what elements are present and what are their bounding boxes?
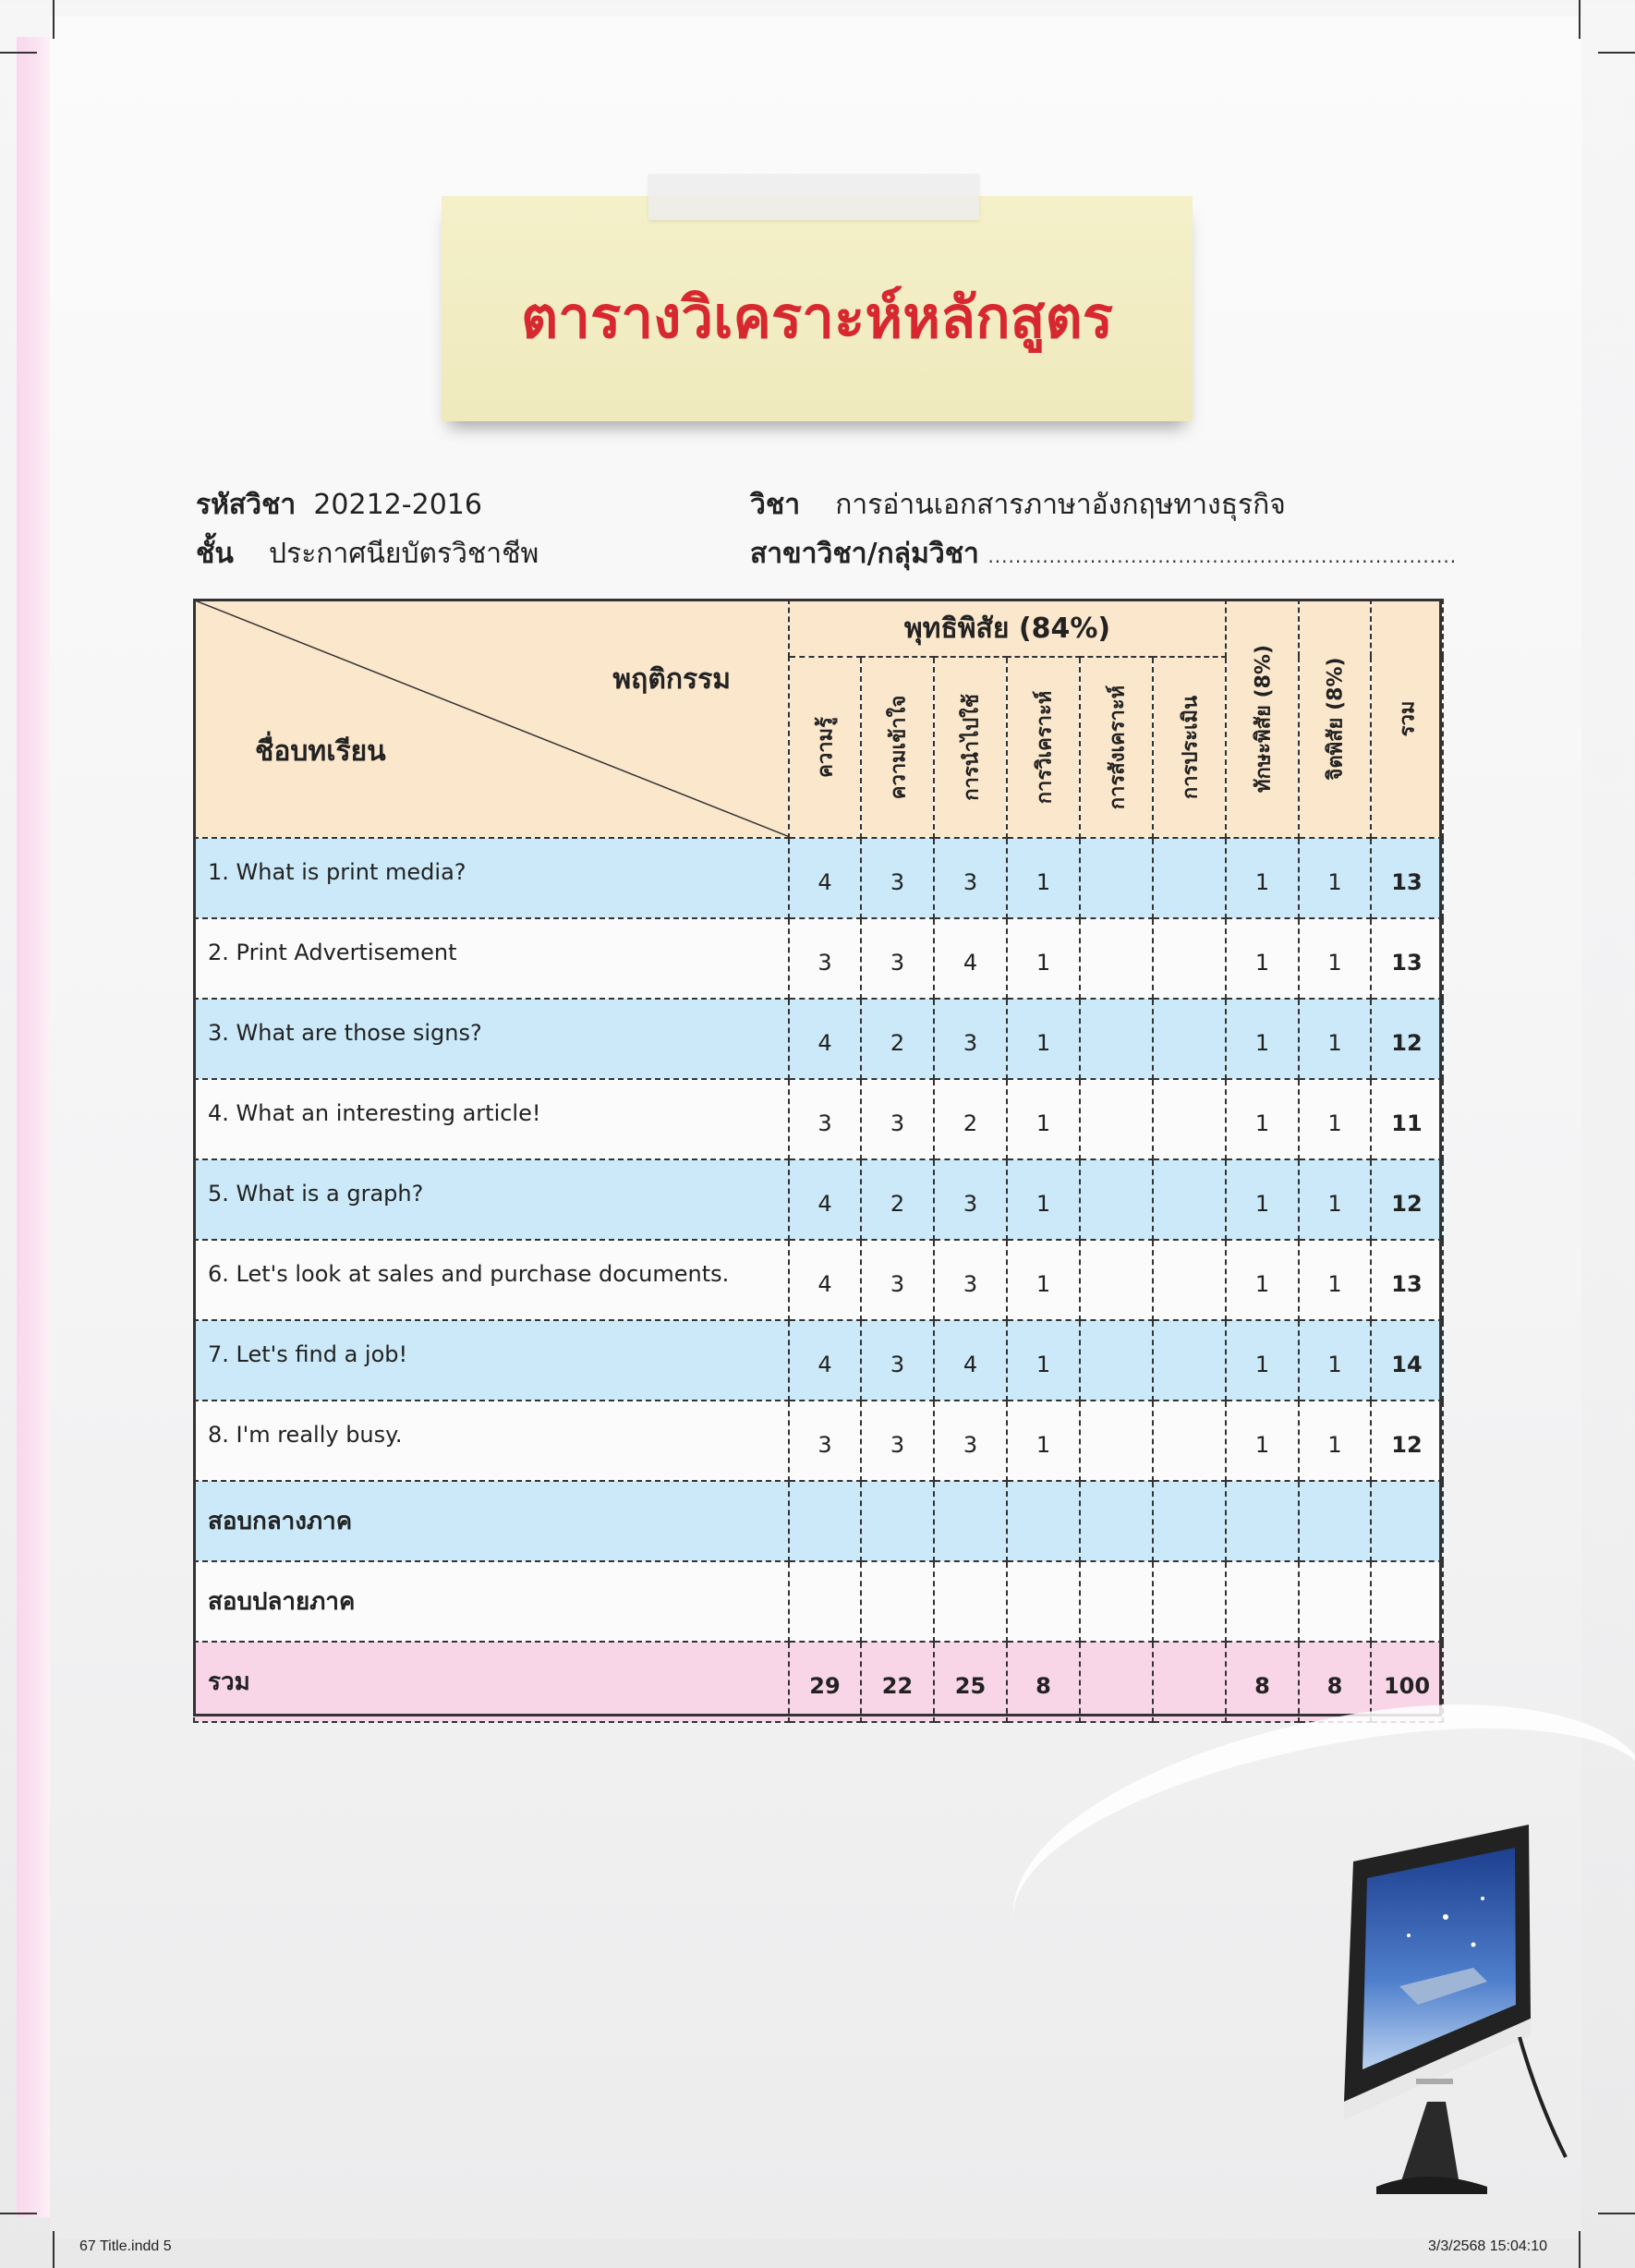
- cell-knowledge: 4: [789, 1320, 861, 1401]
- table-row: [194, 838, 1443, 918]
- lesson-name: 2. Print Advertisement: [194, 918, 789, 999]
- crop-mark: [1598, 2213, 1635, 2214]
- cell-synthesis: [1080, 1240, 1153, 1320]
- cell-affective: [1299, 1481, 1371, 1561]
- cell-affective: 1: [1299, 1240, 1371, 1320]
- lesson-name: 7. Let's find a job!: [194, 1320, 789, 1401]
- cell-evaluation: [1153, 1642, 1226, 1722]
- cell-application: 3: [934, 999, 1007, 1079]
- cell-analysis: 1: [1007, 918, 1080, 999]
- title-note: [442, 196, 1193, 421]
- cell-comprehension: 3: [861, 838, 934, 918]
- cognitive-group-header: พุทธิพิสัย (84%): [789, 600, 1226, 657]
- cell-affective: [1299, 1561, 1371, 1642]
- crop-mark: [0, 52, 37, 54]
- cell-total: [1371, 1481, 1443, 1561]
- col-header-affective: จิตพิสัย (8%): [1299, 600, 1371, 838]
- cell-application: 2: [934, 1079, 1007, 1159]
- cell-evaluation: [1153, 918, 1226, 999]
- cell-comprehension: 3: [861, 1320, 934, 1401]
- col-header-knowledge: ความรู้: [789, 657, 861, 838]
- cell-total: 13: [1371, 838, 1443, 918]
- table-row: [194, 999, 1443, 1079]
- diagonal-line: [195, 600, 790, 837]
- cell-evaluation: [1153, 1320, 1226, 1401]
- cell-evaluation: [1153, 1240, 1226, 1320]
- subject-value: การอ่านเอกสารภาษาอังกฤษทางธุรกิจ: [835, 489, 1286, 521]
- cell-comprehension: 2: [861, 1159, 934, 1240]
- cell-knowledge: 4: [789, 1159, 861, 1240]
- lesson-name: 5. What is a graph?: [194, 1159, 789, 1240]
- cell-synthesis: [1080, 838, 1153, 918]
- lesson-name: 6. Let's look at sales and purchase documents.: [194, 1240, 789, 1320]
- cell-affective: 1: [1299, 1079, 1371, 1159]
- branch-line: [750, 532, 1457, 576]
- col-header-analysis: การวิเคราะห์: [1007, 657, 1080, 838]
- cell-application: 25: [934, 1642, 1007, 1722]
- level-label: ชั้น: [196, 538, 234, 570]
- cell-analysis: 1: [1007, 1240, 1080, 1320]
- cell-synthesis: [1080, 1481, 1153, 1561]
- pink-side-strip: [17, 37, 50, 2217]
- cell-synthesis: [1080, 918, 1153, 999]
- cell-synthesis: [1080, 1159, 1153, 1240]
- cell-comprehension: 3: [861, 1401, 934, 1481]
- col-header-application: การนำไปใช้: [934, 657, 1007, 838]
- lesson-name: 3. What are those signs?: [194, 999, 789, 1079]
- cell-synthesis: [1080, 1320, 1153, 1401]
- cell-total: 12: [1371, 999, 1443, 1079]
- cell-affective: 1: [1299, 999, 1371, 1079]
- table-row: [194, 1320, 1443, 1401]
- corner-behavior-label: พฤติกรรม: [612, 663, 731, 696]
- final-label: สอบปลายภาค: [194, 1561, 789, 1642]
- cell-psychomotor: 1: [1226, 1240, 1299, 1320]
- monitor-illustration: [1289, 1825, 1570, 2213]
- cell-psychomotor: 1: [1226, 999, 1299, 1079]
- col-header-synthesis: การสังเคราะห์: [1080, 657, 1153, 838]
- col-header-evaluation: การประเมิน: [1153, 657, 1226, 838]
- cell-comprehension: [861, 1561, 934, 1642]
- level-value: ประกาศนียบัตรวิชาชีพ: [269, 538, 539, 570]
- cell-synthesis: [1080, 1401, 1153, 1481]
- table-row: [194, 918, 1443, 999]
- cell-knowledge: [789, 1481, 861, 1561]
- corner-header-cell: [194, 600, 789, 838]
- course-code-value: 20212-2016: [313, 489, 482, 521]
- cell-affective: 1: [1299, 1401, 1371, 1481]
- monitor-icon: [1289, 1825, 1570, 2213]
- cell-total: 12: [1371, 1401, 1443, 1481]
- cell-total: 13: [1371, 918, 1443, 999]
- subject-label: วิชา: [750, 489, 801, 521]
- cell-analysis: 1: [1007, 1320, 1080, 1401]
- cell-affective: 1: [1299, 1320, 1371, 1401]
- cell-analysis: [1007, 1481, 1080, 1561]
- cell-application: 4: [934, 918, 1007, 999]
- cell-psychomotor: [1226, 1481, 1299, 1561]
- cell-psychomotor: 1: [1226, 1079, 1299, 1159]
- cell-knowledge: 3: [789, 1079, 861, 1159]
- lesson-name: 4. What an interesting article!: [194, 1079, 789, 1159]
- col-header-psychomotor: ทักษะพิสัย (8%): [1226, 600, 1299, 838]
- cell-evaluation: [1153, 1561, 1226, 1642]
- cell-application: [934, 1561, 1007, 1642]
- cell-analysis: 1: [1007, 1079, 1080, 1159]
- cell-evaluation: [1153, 1481, 1226, 1561]
- cell-synthesis: [1080, 1642, 1153, 1722]
- cell-total: 13: [1371, 1240, 1443, 1320]
- cell-application: 4: [934, 1320, 1007, 1401]
- table-row: [194, 1401, 1443, 1481]
- cell-total: 100: [1371, 1642, 1443, 1722]
- cell-psychomotor: 1: [1226, 918, 1299, 999]
- lesson-name: 1. What is print media?: [194, 838, 789, 918]
- cell-knowledge: 29: [789, 1642, 861, 1722]
- cell-analysis: 8: [1007, 1642, 1080, 1722]
- table-row: [194, 1159, 1443, 1240]
- table-row-total: [194, 1642, 1443, 1722]
- branch-label: สาขาวิชา/กลุ่มวิชา: [750, 538, 979, 570]
- cell-knowledge: 4: [789, 838, 861, 918]
- total-label: รวม: [194, 1642, 789, 1722]
- cell-total: [1371, 1561, 1443, 1642]
- cell-total: 14: [1371, 1320, 1443, 1401]
- cell-knowledge: 3: [789, 918, 861, 999]
- cell-synthesis: [1080, 999, 1153, 1079]
- crop-mark: [1579, 0, 1580, 39]
- footer-timestamp: 3/3/2568 15:04:10: [1428, 2238, 1548, 2254]
- curriculum-table: [193, 599, 1444, 1723]
- lesson-name: 8. I'm really busy.: [194, 1401, 789, 1481]
- cell-psychomotor: 1: [1226, 1159, 1299, 1240]
- cell-affective: 1: [1299, 918, 1371, 999]
- course-code-label: รหัสวิชา: [196, 489, 297, 521]
- table-row: [194, 1079, 1443, 1159]
- cell-analysis: [1007, 1561, 1080, 1642]
- corner-lesson-label: ชื่อบทเรียน: [255, 735, 386, 768]
- col-header-comprehension: ความเข้าใจ: [861, 657, 934, 838]
- page-title: ตารางวิเคราะห์หลักสูตร: [520, 284, 1114, 351]
- cell-psychomotor: 1: [1226, 1320, 1299, 1401]
- cell-analysis: 1: [1007, 1401, 1080, 1481]
- crop-mark: [53, 0, 54, 39]
- level-line: [196, 532, 539, 576]
- midterm-label: สอบกลางภาค: [194, 1481, 789, 1561]
- cell-comprehension: 3: [861, 1240, 934, 1320]
- cell-psychomotor: 1: [1226, 1401, 1299, 1481]
- cell-affective: 1: [1299, 1159, 1371, 1240]
- cell-knowledge: [789, 1561, 861, 1642]
- cell-affective: 8: [1299, 1642, 1371, 1722]
- cell-comprehension: 22: [861, 1642, 934, 1722]
- cell-application: 3: [934, 1159, 1007, 1240]
- col-header-total: รวม: [1371, 600, 1443, 838]
- crop-mark: [53, 2231, 54, 2268]
- footer-file-name: 67 Title.indd 5: [79, 2238, 172, 2254]
- cell-synthesis: [1080, 1561, 1153, 1642]
- cell-knowledge: 4: [789, 999, 861, 1079]
- table-row-final: [194, 1561, 1443, 1642]
- cell-application: [934, 1481, 1007, 1561]
- cell-psychomotor: 1: [1226, 838, 1299, 918]
- table-row-midterm: [194, 1481, 1443, 1561]
- crop-mark: [1598, 52, 1635, 54]
- cell-evaluation: [1153, 1159, 1226, 1240]
- cell-application: 3: [934, 1401, 1007, 1481]
- cell-affective: 1: [1299, 838, 1371, 918]
- cell-analysis: 1: [1007, 1159, 1080, 1240]
- table-row: [194, 1240, 1443, 1320]
- cell-comprehension: 3: [861, 918, 934, 999]
- cell-application: 3: [934, 838, 1007, 918]
- cell-application: 3: [934, 1240, 1007, 1320]
- cell-knowledge: 4: [789, 1240, 861, 1320]
- cell-evaluation: [1153, 1401, 1226, 1481]
- cell-total: 12: [1371, 1159, 1443, 1240]
- cell-evaluation: [1153, 838, 1226, 918]
- note-tape: [648, 174, 979, 220]
- subject-line: [750, 483, 1286, 527]
- course-code-line: [196, 483, 482, 527]
- cell-analysis: 1: [1007, 838, 1080, 918]
- cell-analysis: 1: [1007, 999, 1080, 1079]
- cell-comprehension: 3: [861, 1079, 934, 1159]
- cell-evaluation: [1153, 999, 1226, 1079]
- crop-mark: [0, 2213, 37, 2214]
- cell-psychomotor: 8: [1226, 1642, 1299, 1722]
- cell-comprehension: [861, 1481, 934, 1561]
- branch-dots: .....................................................................: [987, 545, 1458, 567]
- cell-psychomotor: [1226, 1561, 1299, 1642]
- cell-synthesis: [1080, 1079, 1153, 1159]
- cell-evaluation: [1153, 1079, 1226, 1159]
- crop-mark: [1579, 2231, 1580, 2268]
- cell-comprehension: 2: [861, 999, 934, 1079]
- cell-total: 11: [1371, 1079, 1443, 1159]
- cell-knowledge: 3: [789, 1401, 861, 1481]
